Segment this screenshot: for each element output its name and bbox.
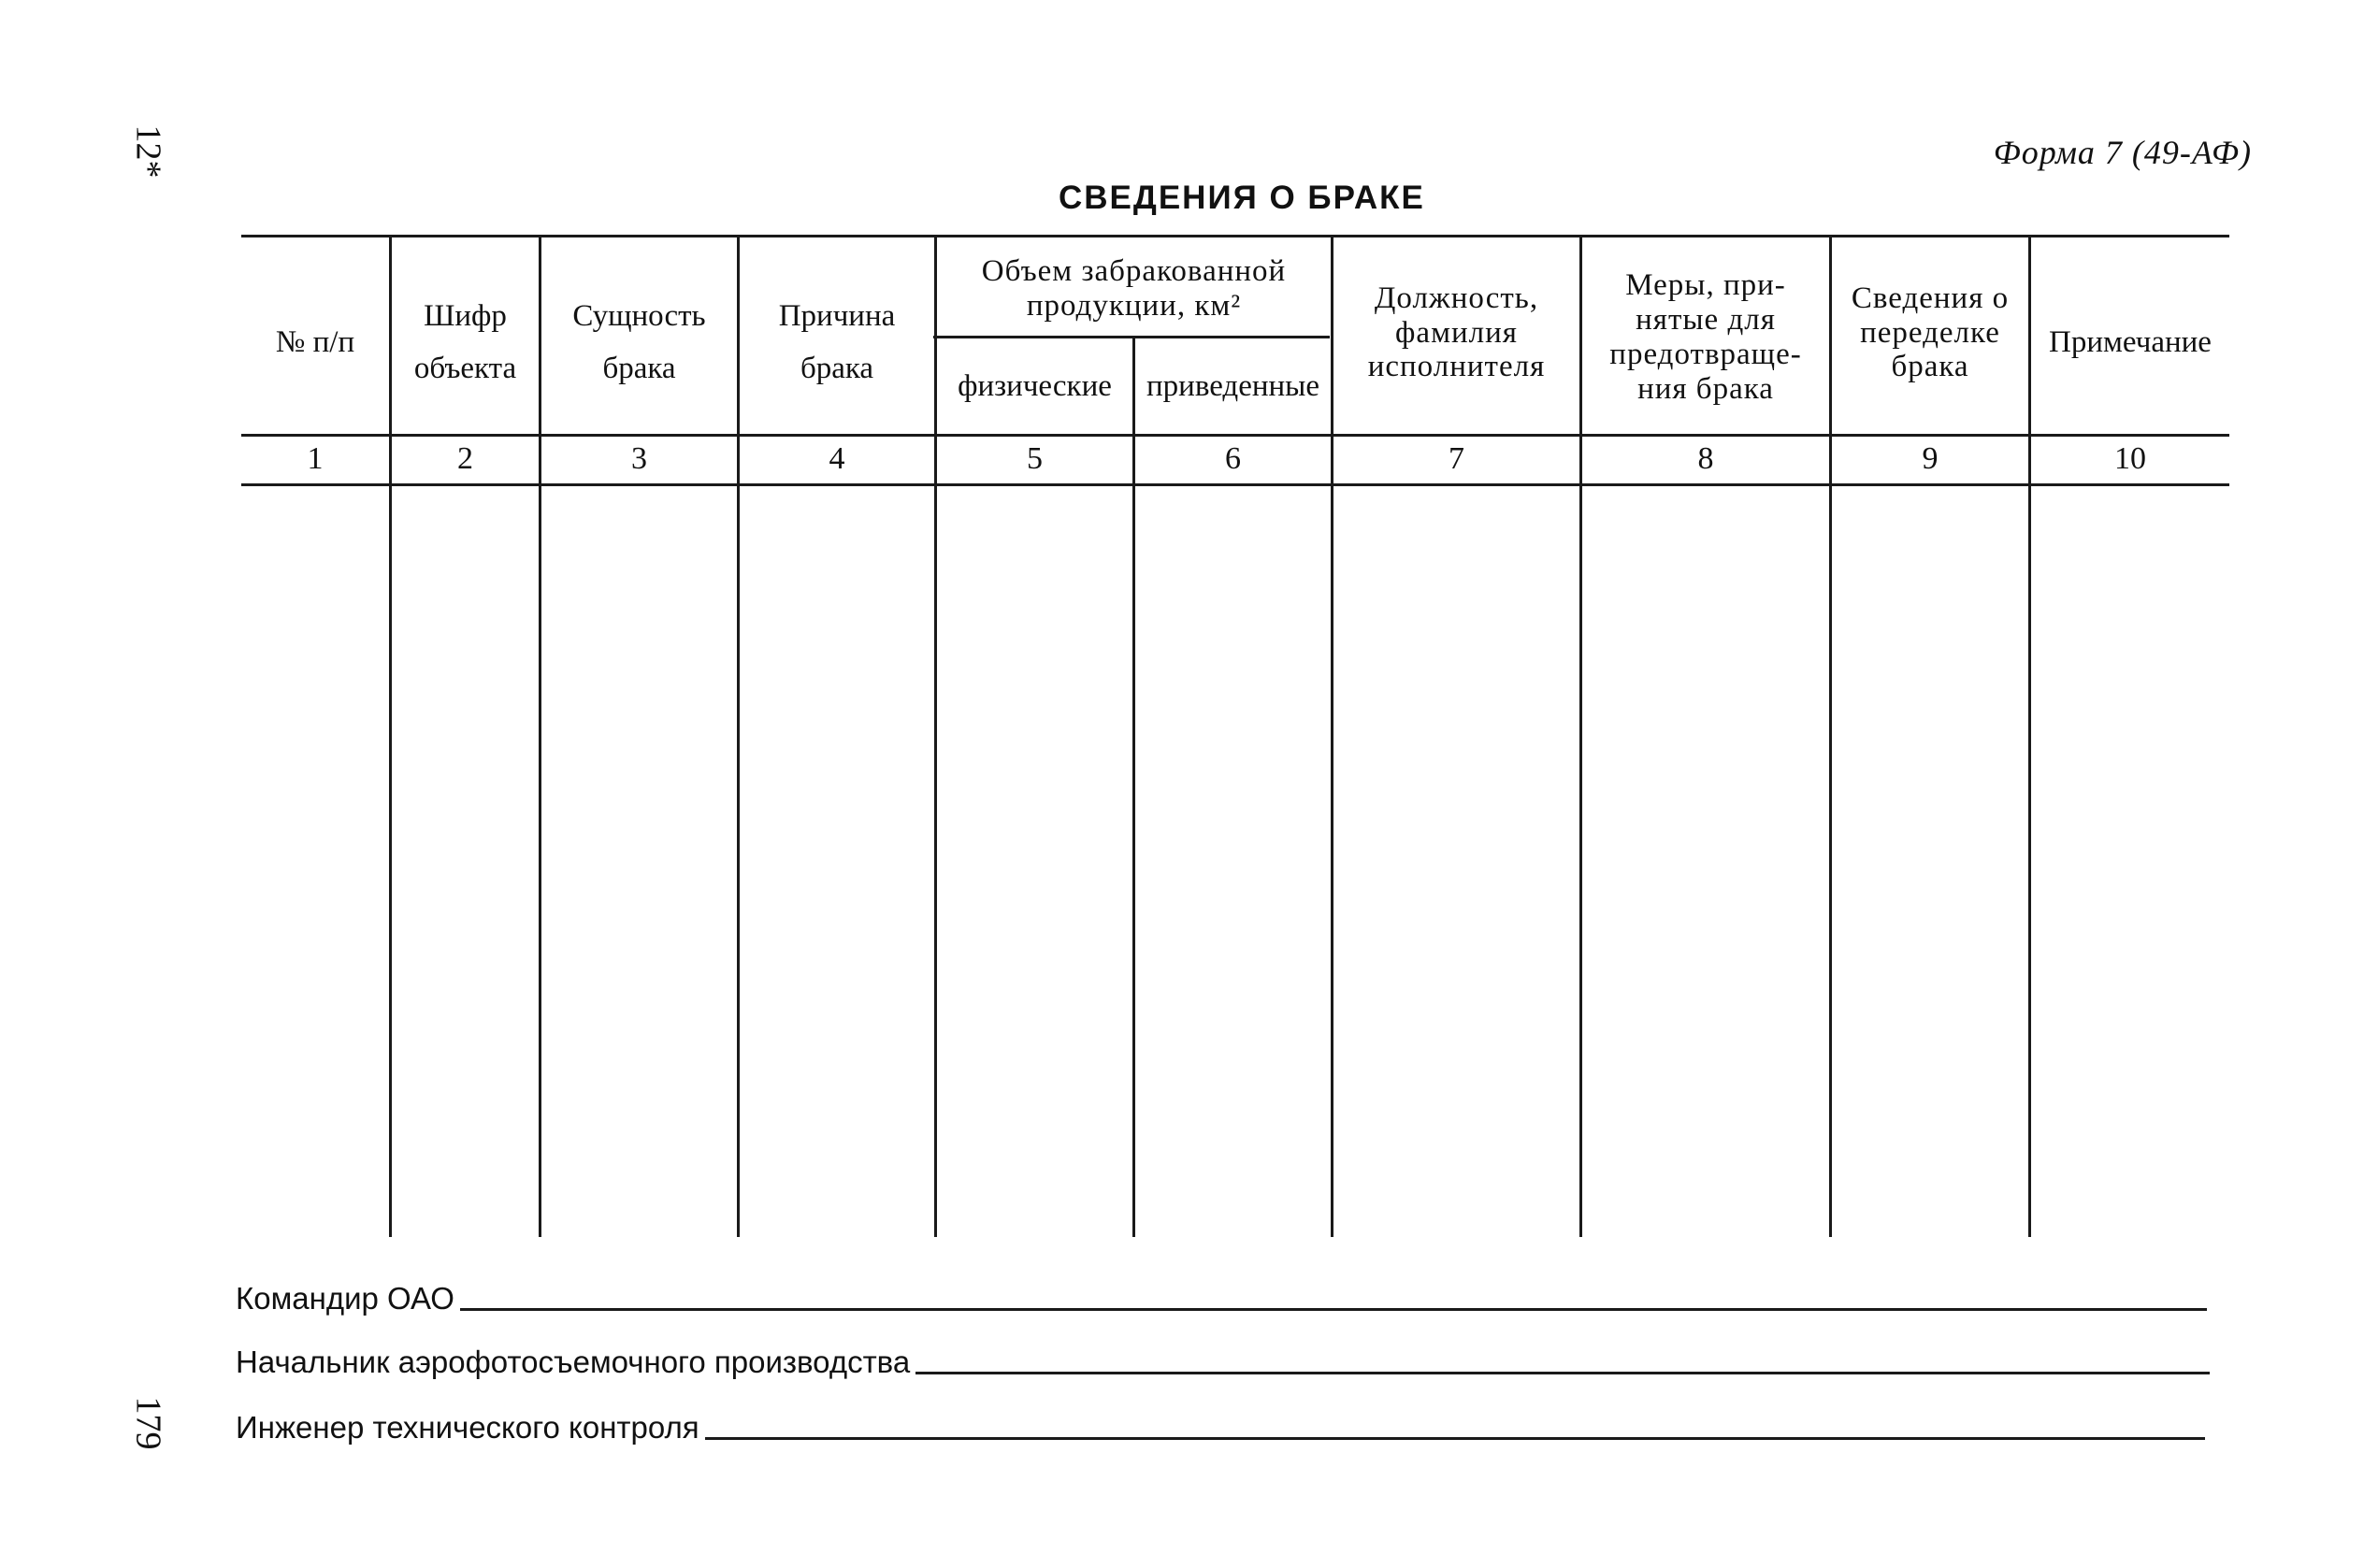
form-label: Форма 7 (49-АФ): [1993, 134, 2252, 171]
column-number: 4: [829, 441, 845, 476]
signature-engineer-label: Инженер технического контроля: [236, 1410, 699, 1445]
defects-table: [241, 235, 2229, 1237]
header-defect-essence: Сущность брака: [572, 298, 706, 385]
signature-chief-line[interactable]: [915, 1372, 2210, 1374]
document-title: СВЕДЕНИЯ О БРАКЕ: [1059, 180, 1425, 216]
signature-chief-label: Начальник аэрофотосъемочного производства: [236, 1345, 911, 1379]
column-number: 8: [1697, 441, 1714, 476]
column-number: 6: [1225, 441, 1241, 476]
header-number: № п/п: [275, 324, 355, 359]
signature-engineer: [236, 1410, 2205, 1446]
header-prevention-measures: Меры, при-нятые для предотвраще-ния брака: [1609, 268, 1802, 406]
signature-engineer-line[interactable]: [705, 1437, 2205, 1440]
signature-commander: [236, 1281, 2207, 1316]
column-number: 3: [631, 441, 647, 476]
column-number: 2: [457, 441, 473, 476]
header-defect-cause: Причина брака: [778, 298, 896, 385]
column-number: 1: [307, 441, 324, 476]
header-object-code: Шифр объекта: [413, 298, 517, 385]
header-rework-info: Сведения о переделке брака: [1851, 281, 2010, 384]
header-note: Примечание: [2049, 324, 2212, 359]
signature-commander-line[interactable]: [460, 1308, 2207, 1311]
header-reduced: приведенные: [1146, 368, 1319, 403]
column-number: 5: [1027, 441, 1043, 476]
page-mark-top: 12*: [128, 124, 168, 179]
column-number: 10: [2114, 441, 2146, 476]
column-number: 9: [1922, 441, 1939, 476]
page-number: 179: [128, 1396, 168, 1450]
group-sub-rule: [933, 336, 1330, 338]
column-number: 7: [1449, 441, 1464, 476]
signature-chief: [236, 1345, 2210, 1380]
header-rejected-volume: Объем забракованной продукции, км²: [981, 253, 1287, 323]
header-physical: физические: [958, 368, 1112, 403]
header-executor: Должность, фамилия исполнителя: [1367, 281, 1546, 384]
signature-commander-label: Командир ОАО: [236, 1281, 454, 1316]
